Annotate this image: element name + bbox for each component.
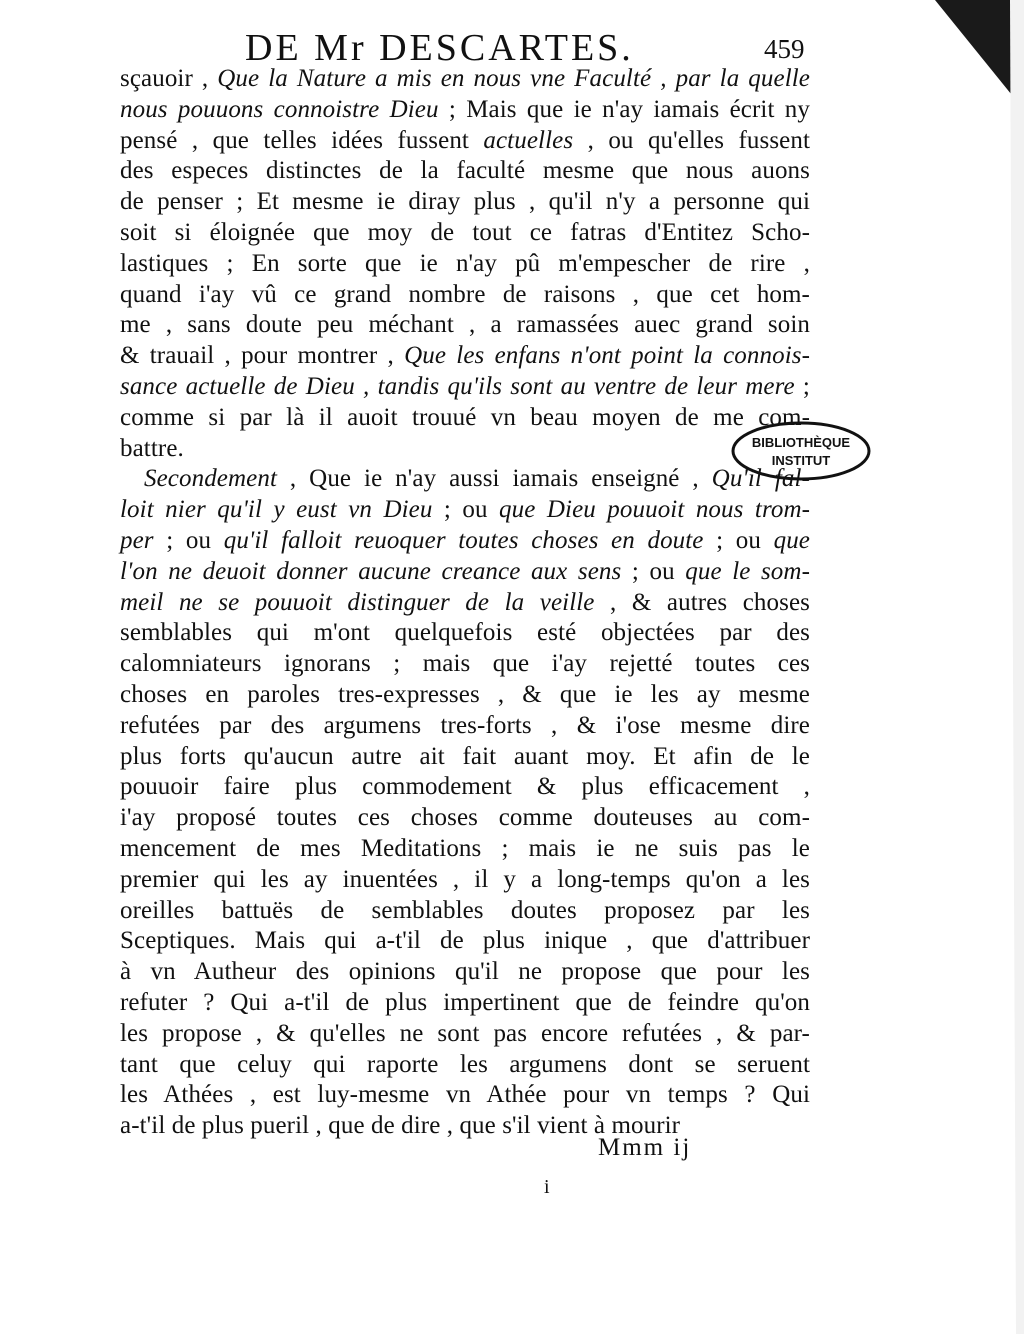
text-segment: refutées par des argumens tres-forts , & i'ose mesme dire	[120, 711, 810, 739]
text-line	[120, 772, 810, 803]
text-segment: lastiques ; En sorte que ie n'ay pû m'empescher de rire ,	[120, 249, 810, 277]
italic-text-segment: Secondement	[144, 465, 277, 493]
page-number: 459	[764, 34, 805, 64]
italic-text-segment: Que les enfans n'ont point la connois-	[404, 342, 810, 370]
text-line	[120, 1019, 810, 1050]
text-segment: ; ou	[621, 557, 686, 585]
text-line	[120, 464, 810, 495]
text-line	[120, 156, 810, 187]
text-segment: comme si par là il auoit trouué vn beau moyen de me com-	[120, 403, 810, 431]
text-segment: ; Mais que ie n'ay iamais écrit ny	[438, 95, 810, 123]
text-segment: pensé , que telles idées fussent	[120, 126, 484, 154]
italic-text-segment: qu'il falloit reuoquer toutes choses en doute	[223, 526, 704, 554]
text-segment: me , sans doute peu méchant , a ramassées auec grand soin	[120, 311, 810, 339]
italic-text-segment: loit nier qu'il y eust vn Dieu	[120, 496, 433, 524]
text-line	[120, 1050, 810, 1081]
text-segment: refuter ? Qui a-t'il de plus impertinent que de feindre qu'on	[120, 988, 810, 1016]
italic-text-segment: nous pouuons connoistre Dieu	[120, 95, 439, 123]
italic-text-segment: que	[773, 526, 811, 554]
text-segment: premier qui les ay inuentées , il y a long-temps qu'on a les	[120, 865, 810, 893]
text-segment: soit si éloignée que moy de tout ce fatras d'Entitez Scho-	[120, 218, 810, 246]
text-line	[120, 218, 810, 249]
text-segment: mencement de mes Meditations ; mais ie ne suis pas le	[120, 834, 810, 862]
text-line	[120, 588, 810, 619]
stamp-line-2: INSTITUT	[771, 453, 831, 468]
text-line	[120, 341, 810, 372]
italic-text-segment: que le som-	[685, 557, 810, 585]
text-segment: ; ou	[432, 496, 500, 524]
text-segment: les propose , & qu'elles ne sont pas encore refutées , & par-	[120, 1019, 810, 1047]
text-line	[120, 187, 810, 218]
text-line	[120, 95, 810, 126]
text-line	[120, 280, 810, 311]
text-line	[120, 711, 810, 742]
italic-text-segment: actuelles	[483, 126, 574, 154]
text-segment: des especes distinctes de la faculté mesme que nous auons	[120, 157, 810, 185]
text-line	[120, 649, 810, 680]
running-head: DE Mr DESCARTES.	[245, 27, 634, 69]
italic-text-segment: Que la Nature a mis en nous vne Faculté , par la quelle	[217, 65, 810, 92]
text-segment: à vn Autheur des opinions qu'il ne propose que pour les	[120, 958, 810, 986]
text-segment: de penser ; Et mesme ie diray plus , qu'il n'y a personne qui	[120, 188, 810, 216]
text-segment: semblables qui m'ont quelquefois esté objectées par des	[120, 619, 810, 647]
stamp-line-1: BIBLIOTHÈQUE	[751, 435, 851, 450]
text-line	[120, 126, 810, 157]
text-line	[120, 988, 810, 1019]
text-segment: battre.	[120, 434, 184, 462]
text-line	[120, 618, 810, 649]
text-segment: les Athées , est luy-mesme vn Athée pour vn temps ? Qui	[120, 1081, 810, 1109]
italic-text-segment: Qu'il fal-	[711, 465, 810, 493]
text-line	[120, 865, 810, 896]
italic-text-segment: per	[120, 526, 154, 554]
text-line	[120, 1111, 810, 1142]
text-segment: , ou qu'elles fussent	[573, 126, 810, 154]
text-segment: i'ay proposé toutes ces choses comme douteuses au com-	[120, 804, 810, 832]
text-segment: pouuoir faire plus commodement & plus efficacement ,	[120, 773, 810, 801]
text-segment: , & autres choses	[594, 588, 810, 616]
bottom-mark: i	[544, 1176, 550, 1198]
text-segment: ;	[794, 372, 810, 400]
text-line	[120, 896, 810, 927]
text-segment: & trauail , pour montrer ,	[120, 342, 405, 370]
text-segment: ; ou	[703, 526, 774, 554]
text-line	[120, 742, 810, 773]
text-segment: quand i'ay vû ce grand nombre de raisons , que cet hom-	[120, 280, 810, 308]
text-line	[120, 526, 810, 557]
italic-text-segment: sance actuelle de Dieu , tandis qu'ils sont au ventre de leur mere	[120, 372, 795, 400]
text-line	[120, 957, 810, 988]
text-segment: , Que ie n'ay aussi iamais enseigné ,	[277, 465, 712, 493]
text-line	[120, 310, 810, 341]
signature-mark: Mmm ij	[598, 1134, 692, 1161]
italic-text-segment: que Dieu pouuoit nous trom-	[499, 496, 811, 524]
text-segment: Sceptiques. Mais qui a-t'il de plus inique , que d'attribuer	[120, 927, 810, 955]
text-line	[120, 834, 810, 865]
text-line	[120, 403, 810, 434]
text-line	[120, 680, 810, 711]
body-text	[120, 64, 810, 1142]
text-segment: ; ou	[153, 526, 224, 554]
text-line	[120, 434, 810, 465]
text-segment: tant que celuy qui raporte les argumens dont se seruent	[120, 1050, 810, 1078]
text-line	[120, 1080, 810, 1111]
text-segment: a-t'il de plus pueril , que de dire , que s'il vient à mourir	[120, 1112, 681, 1140]
text-line	[120, 249, 810, 280]
text-segment: plus forts qu'aucun autre ait fait auant moy. Et afin de le	[120, 742, 810, 770]
text-segment: oreilles battuës de semblables doutes proposez par les	[120, 896, 810, 924]
text-line	[120, 803, 810, 834]
text-segment: sçauoir ,	[120, 65, 218, 92]
library-stamp	[730, 420, 872, 482]
text-line	[120, 64, 810, 95]
text-line	[120, 372, 810, 403]
text-line	[120, 557, 810, 588]
text-segment: choses en paroles tres-expresses , & que ie les ay mesme	[120, 680, 810, 708]
text-line	[120, 926, 810, 957]
text-line	[120, 495, 810, 526]
italic-text-segment: meil ne se pouuoit distinguer de la veille	[120, 588, 595, 616]
text-segment: calomniateurs ignorans ; mais que i'ay rejetté toutes ces	[120, 650, 810, 678]
italic-text-segment: l'on ne deuoit donner aucune creance aux sens	[120, 557, 622, 585]
